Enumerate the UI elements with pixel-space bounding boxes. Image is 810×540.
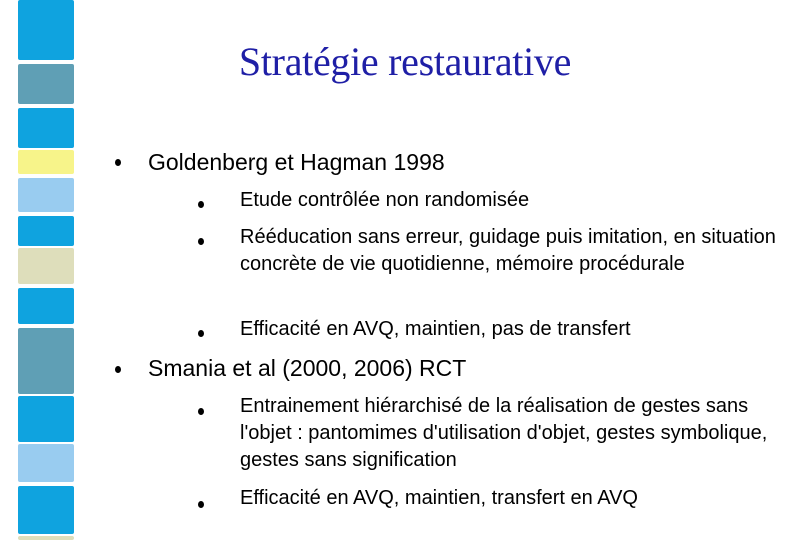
bullet-goldenberg: Goldenberg et Hagman 1998 — [148, 149, 445, 175]
sub-bullet-text: Efficacité en AVQ, maintien, transfert en AVQ — [240, 487, 638, 509]
strip-segment — [18, 486, 74, 534]
sub-bullet-dot — [198, 408, 204, 415]
strip-segment — [18, 108, 74, 148]
bullet-dot — [115, 159, 121, 166]
strip-segment — [18, 328, 74, 394]
strip-segment — [18, 248, 74, 284]
sub-bullet-text: Entrainement hiérarchisé de la réalisation de gestes sans l'objet : pantomimes d'utilisation d'objet, gestes symbolique, gestes sans signification — [240, 395, 768, 471]
strip-segment — [18, 216, 74, 246]
sub-bullet-text: Etude contrôlée non randomisée — [240, 189, 530, 211]
sub-bullet-dot — [198, 238, 204, 245]
sub-bullet-dot — [198, 330, 204, 337]
bullet-smania: Smania et al (2000, 2006) RCT — [148, 355, 467, 381]
strip-segment — [18, 444, 74, 482]
sub-bullet-dot — [198, 501, 204, 508]
sub-bullet-text: Efficacité en AVQ, maintien, pas de transfert — [240, 318, 631, 340]
bullet-dot — [115, 366, 121, 373]
strip-segment — [18, 288, 74, 324]
sub-bullet-text: Rééducation sans erreur, guidage puis imitation, en situation concrète de vie quotidienne, mémoire procédurale — [240, 226, 776, 275]
strip-segment — [18, 536, 74, 540]
slide-title: Stratégie restaurative — [238, 39, 572, 84]
strip-segment — [18, 178, 74, 212]
strip-segment — [18, 150, 74, 174]
sub-bullet-dot — [198, 201, 204, 208]
strip-segment — [18, 396, 74, 442]
